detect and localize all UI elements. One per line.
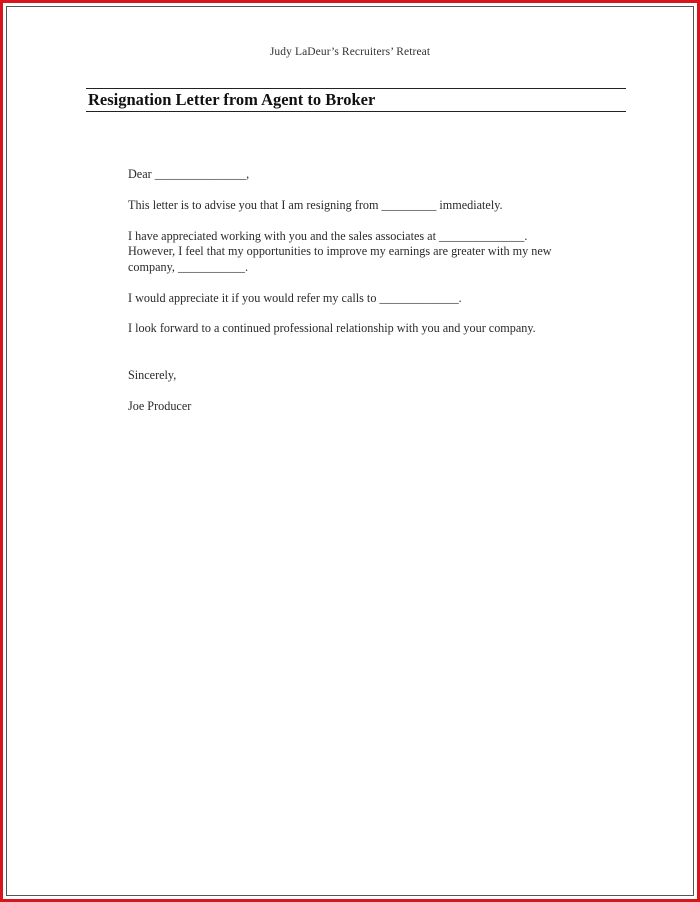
- title-rule-bottom: [86, 111, 626, 112]
- letter-signature: Joe Producer: [128, 399, 192, 413]
- letter-paragraph-appreciation-line-1: I have appreciated working with you and the sales associates at ______________.: [128, 229, 528, 243]
- title-rule-top: [86, 88, 626, 89]
- letter-paragraph-refer-calls: I would appreciate it if you would refer my calls to _____________.: [128, 291, 462, 305]
- letter-paragraph-future-relationship: I look forward to a continued professional relationship with you and your company.: [128, 321, 536, 335]
- letter-closing: Sincerely,: [128, 368, 177, 382]
- letter-paragraph-appreciation-line-2: However, I feel that my opportunities to improve my earnings are greater with my new: [128, 244, 552, 258]
- letter-paragraph-appreciation-line-3: company, ___________.: [128, 260, 249, 274]
- letter-salutation: Dear _______________,: [128, 167, 250, 181]
- document-title: Resignation Letter from Agent to Broker: [88, 90, 376, 109]
- letter-paragraph-resignation: This letter is to advise you that I am resigning from _________ immediately.: [128, 198, 503, 212]
- running-header: Judy LaDeur’s Recruiters’ Retreat: [269, 46, 431, 58]
